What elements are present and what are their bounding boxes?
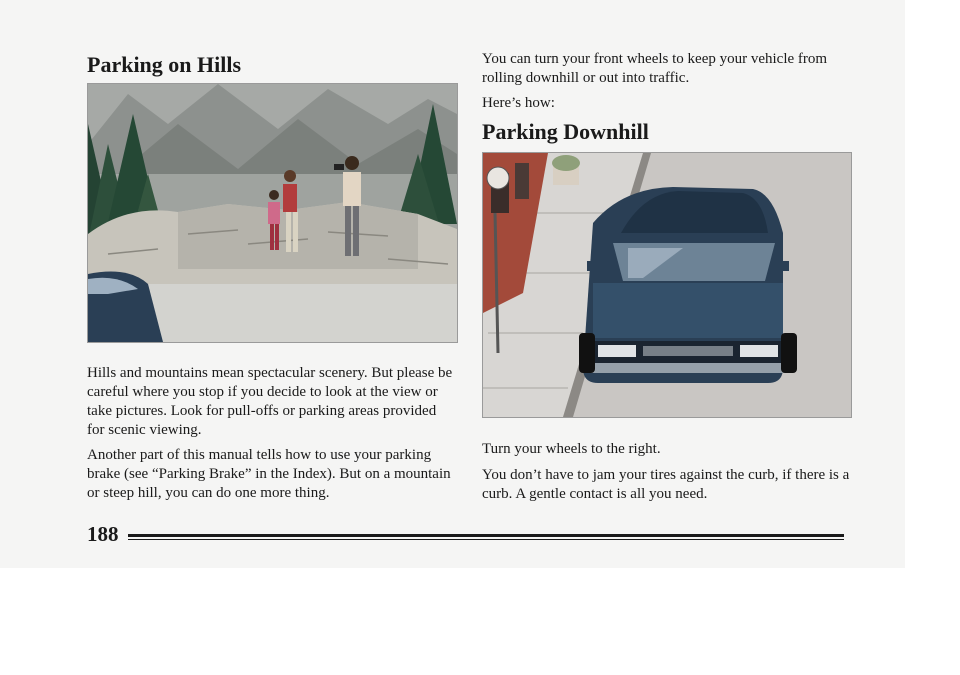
paragraph-parking-brake: Another part of this manual tells how to use your parking brake (see “Parking Brake” in the Index). But on a mountain or steep hill, you can do one more thing.	[87, 447, 451, 501]
paragraph-curb-contact: You don’t have to jam your tires against the curb, if there is a curb. A gentle contact is all you need.	[482, 467, 850, 502]
parking-downhill-illustration	[482, 152, 852, 418]
paragraph-scenery-caution: Hills and mountains mean spectacular scenery. But please be careful where you stop if you decide to look at the view or take pictures. Look for pull-offs or parking areas provided for scenic viewing.	[87, 365, 453, 438]
footer-rule-thin	[128, 539, 844, 540]
scenic-overlook-illustration	[87, 83, 458, 343]
paragraph-heres-how: Here’s how:	[482, 95, 555, 111]
paragraph-turn-wheels-intro: You can turn your front wheels to keep your vehicle from rolling downhill or out into traffic.	[482, 51, 828, 86]
page-number: 188	[87, 522, 119, 546]
section-heading-parking-downhill: Parking Downhill	[482, 119, 649, 144]
caption-turn-wheels-right: Turn your wheels to the right.	[482, 441, 661, 457]
footer-rule-thick	[128, 534, 844, 537]
section-heading-parking-on-hills: Parking on Hills	[87, 52, 242, 77]
